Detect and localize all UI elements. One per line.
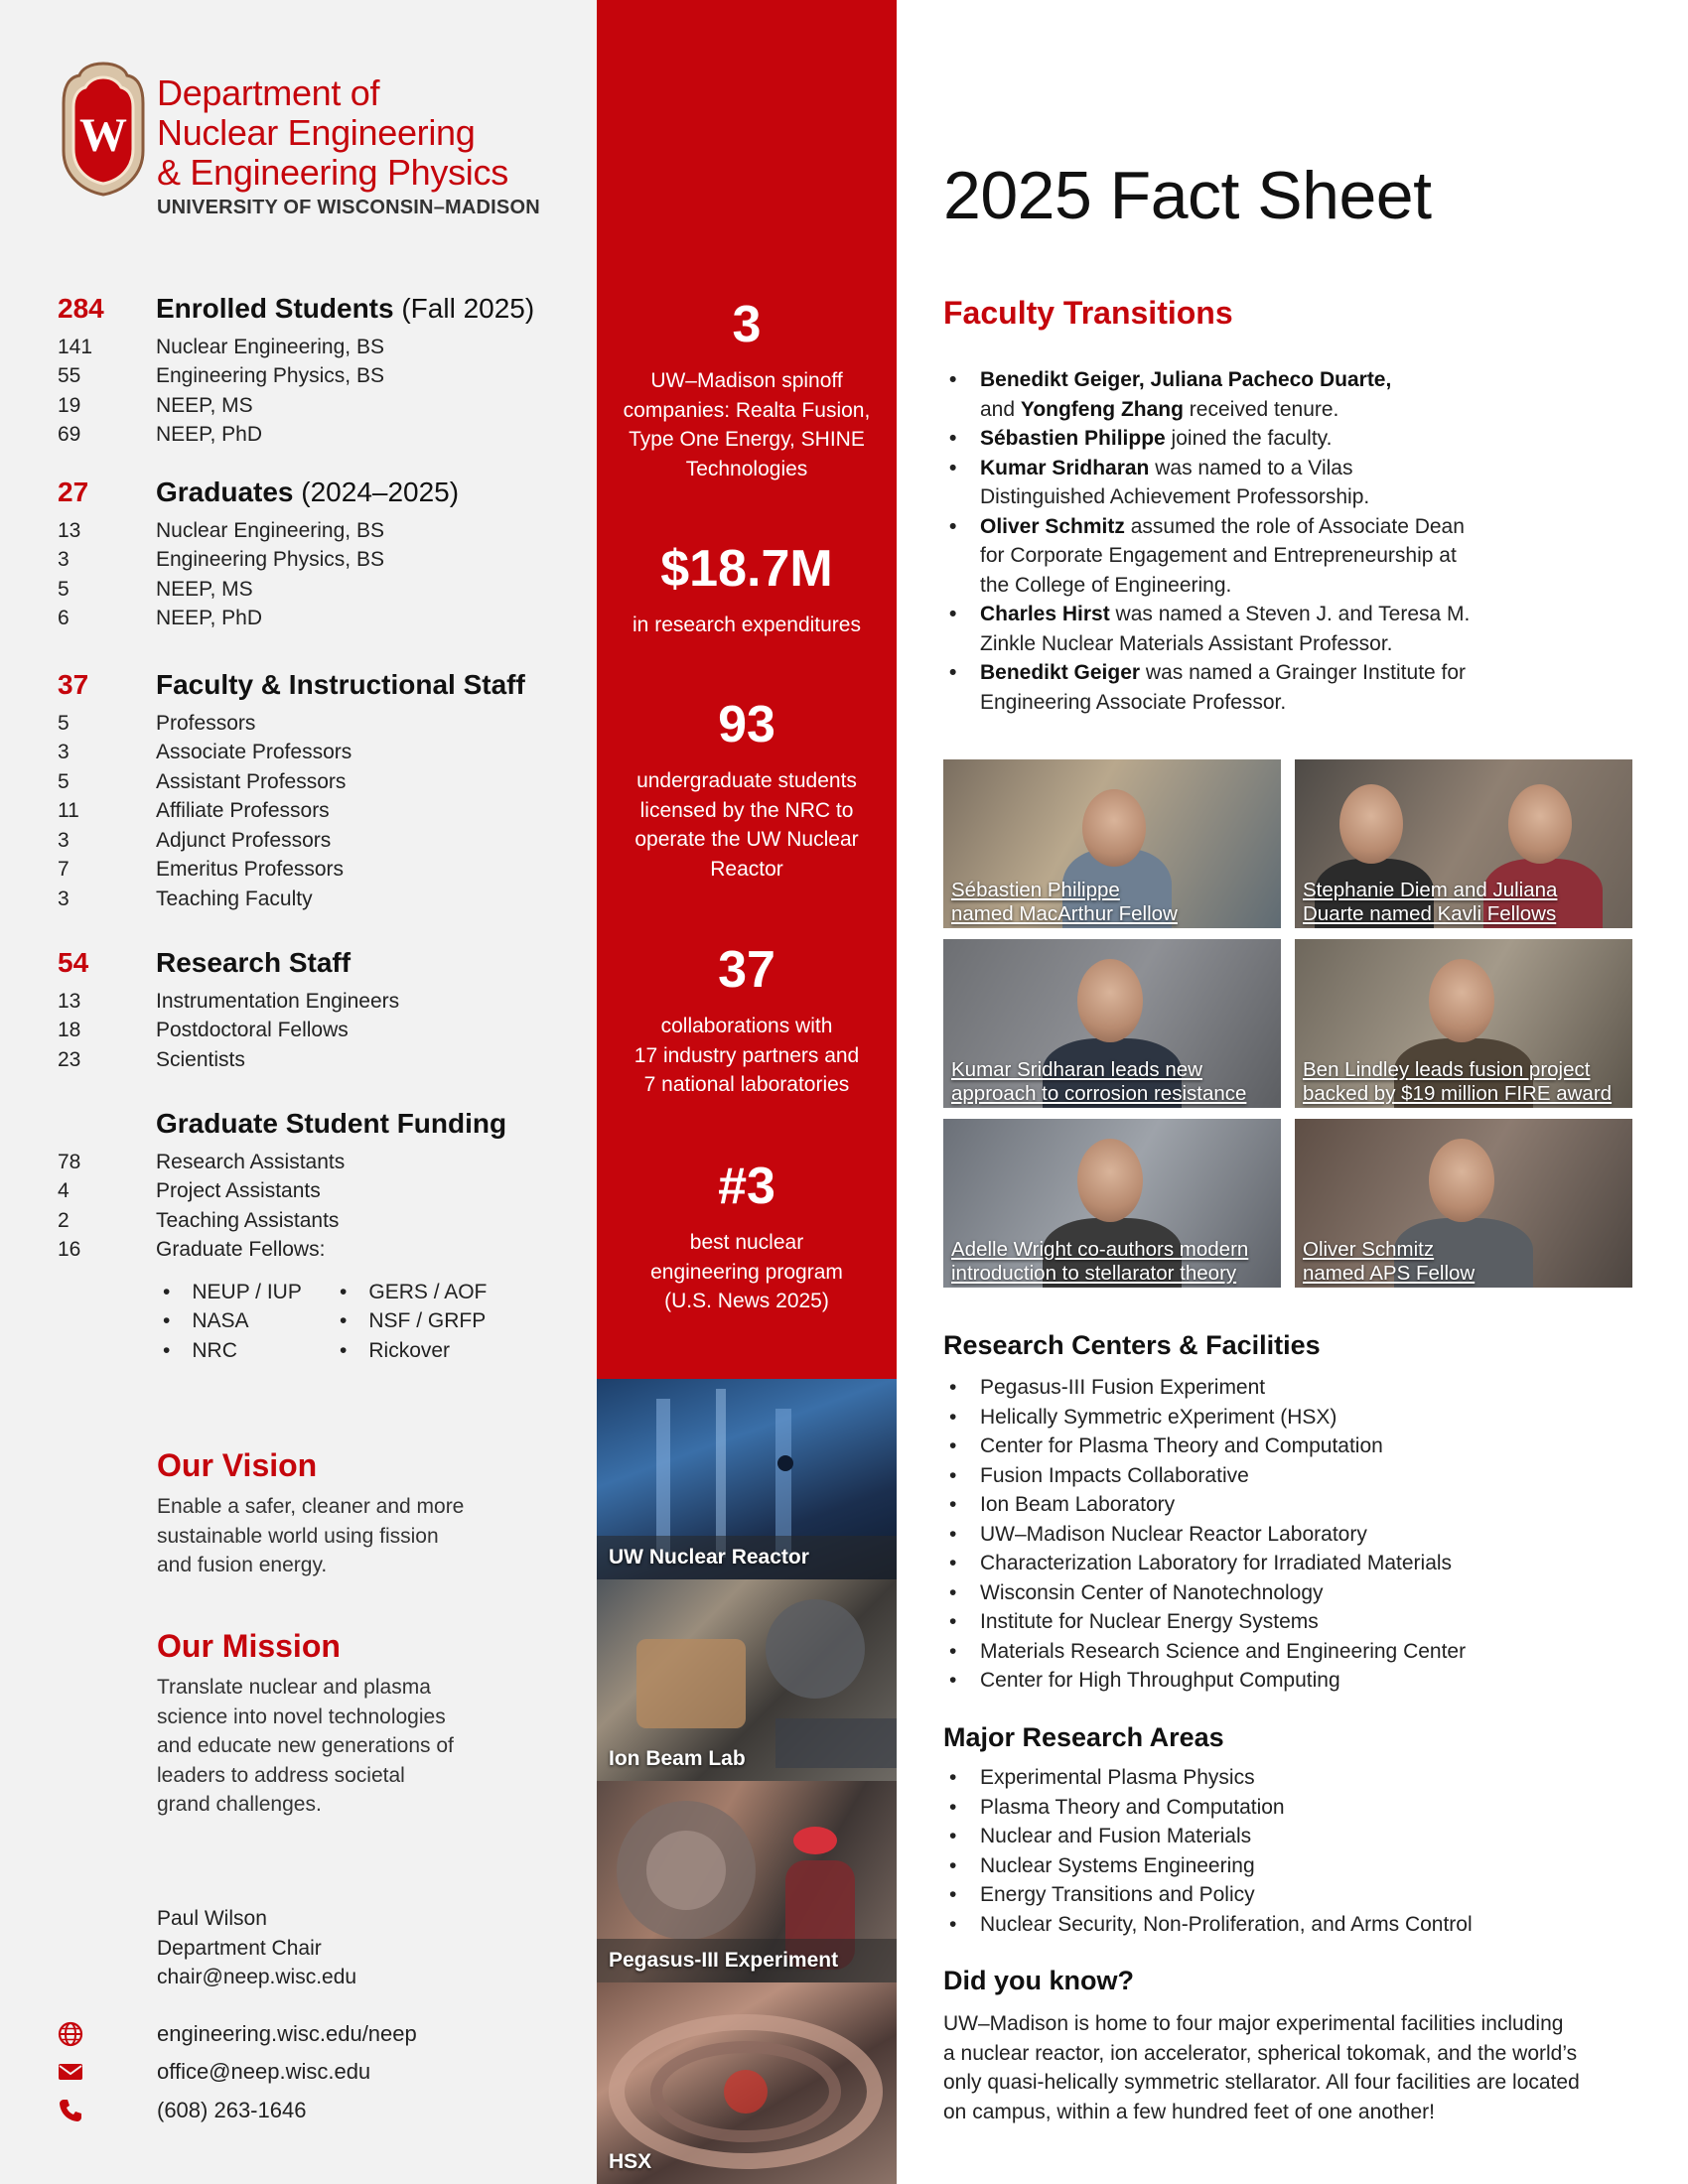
news-grid bbox=[943, 759, 1633, 1289]
list-item: • UW–Madison Nuclear Reactor Laboratory bbox=[943, 1520, 1638, 1550]
website-contact[interactable] bbox=[58, 2015, 554, 2053]
stat-description: undergraduate students licensed by the NRC to operate the UW Nuclear Reactor bbox=[634, 769, 859, 881]
research-areas-title: Major Research Areas bbox=[943, 1722, 1224, 1752]
table-row: 3 Adjunct Professors bbox=[58, 828, 332, 852]
left-column bbox=[0, 0, 597, 2184]
list-item: • NRC bbox=[157, 1336, 334, 1366]
faculty-total: 37 bbox=[58, 669, 89, 700]
table-row: 55 Engineering Physics, BS bbox=[58, 364, 384, 388]
stat-description: UW–Madison spinoff companies: Realta Fusion, Type One Energy, SHINE Technologies bbox=[623, 369, 871, 480]
news-caption[interactable]: Kumar Sridharan leads new approach to corrosion resistance bbox=[951, 1058, 1247, 1105]
uw-crest-icon bbox=[60, 60, 147, 197]
table-row: 6 NEEP, PhD bbox=[58, 607, 262, 630]
department-logo[interactable] bbox=[60, 60, 576, 218]
photo-caption: HSX bbox=[609, 2150, 652, 2173]
phone-icon bbox=[58, 2098, 83, 2123]
news-tile-diem-duarte[interactable] bbox=[1295, 759, 1632, 928]
table-row: 11 Affiliate Professors bbox=[58, 799, 330, 823]
funding-title: Graduate Student Funding bbox=[156, 1108, 507, 1139]
list-item: • Oliver Schmitz assumed the role of Associate Dean for Corporate Engagement and Entrepreneurship at the College of Engineering. bbox=[943, 512, 1479, 601]
phone-link[interactable]: (608) 263-1646 bbox=[157, 2098, 307, 2122]
chair-name: Paul Wilson bbox=[157, 1907, 267, 1930]
email-link[interactable]: office@neep.wisc.edu bbox=[157, 2059, 371, 2084]
collaborations-stat bbox=[597, 940, 897, 1100]
faculty-transitions-list bbox=[943, 365, 1479, 717]
ranking-stat bbox=[597, 1157, 897, 1316]
list-item: • Benedikt Geiger, Juliana Pacheco Duarte, and Yongfeng Zhang received tenure. bbox=[943, 365, 1479, 424]
list-item: • Rickover bbox=[334, 1336, 532, 1366]
photo-caption: UW Nuclear Reactor bbox=[609, 1546, 809, 1569]
news-tile-lindley[interactable] bbox=[1295, 939, 1632, 1108]
table-row: 16 Graduate Fellows: bbox=[58, 1238, 326, 1262]
table-row: 13 Nuclear Engineering, BS bbox=[58, 518, 384, 542]
vision-title: Our Vision bbox=[157, 1447, 318, 1483]
list-item: • Nuclear Security, Non-Proliferation, and Arms Control bbox=[943, 1910, 1638, 1940]
page-title: 2025 Fact Sheet bbox=[943, 158, 1432, 233]
list-item: • NASA bbox=[157, 1307, 334, 1337]
list-item: • Center for Plasma Theory and Computation bbox=[943, 1432, 1638, 1461]
graduates-title: Graduates (2024–2025) bbox=[156, 477, 460, 507]
table-row: 3 Associate Professors bbox=[58, 741, 352, 764]
list-item: • Experimental Plasma Physics bbox=[943, 1763, 1638, 1793]
table-row: 13 Instrumentation Engineers bbox=[58, 989, 400, 1013]
list-item: • Helically Symmetric eXperiment (HSX) bbox=[943, 1403, 1638, 1433]
stat-description: best nuclear engineering program (U.S. News 2025) bbox=[650, 1231, 843, 1312]
research-staff-title: Research Staff bbox=[156, 947, 352, 978]
list-item: • Kumar Sridharan was named to a Vilas Distinguished Achievement Professorship. bbox=[943, 454, 1479, 512]
envelope-icon bbox=[58, 2062, 83, 2082]
news-tile-schmitz[interactable] bbox=[1295, 1119, 1632, 1288]
department-name: Department of Nuclear Engineering & Engineering Physics bbox=[157, 72, 508, 193]
mission-title: Our Mission bbox=[157, 1628, 341, 1664]
table-row: 5 NEEP, MS bbox=[58, 577, 253, 601]
svg-text:W: W bbox=[79, 109, 127, 162]
research-centers-list bbox=[943, 1373, 1638, 1696]
phone-contact[interactable] bbox=[58, 2092, 554, 2129]
pegasus-photo bbox=[597, 1781, 897, 1982]
research-areas-list bbox=[943, 1763, 1638, 1939]
list-item: • Sébastien Philippe joined the faculty. bbox=[943, 424, 1479, 454]
funding-section bbox=[58, 1108, 574, 1265]
news-caption[interactable]: Stephanie Diem and Juliana Duarte named Kavli Fellows bbox=[1303, 879, 1558, 925]
news-tile-sridharan[interactable] bbox=[943, 939, 1281, 1108]
ion-beam-lab-photo bbox=[597, 1579, 897, 1781]
website-link[interactable]: engineering.wisc.edu/neep bbox=[157, 2021, 417, 2046]
list-item: • Plasma Theory and Computation bbox=[943, 1793, 1638, 1823]
faculty-transitions-title: Faculty Transitions bbox=[943, 295, 1233, 331]
faculty-title: Faculty & Instructional Staff bbox=[156, 669, 525, 700]
enrolled-total: 284 bbox=[58, 293, 104, 324]
hsx-photo bbox=[597, 1982, 897, 2184]
table-row: 18 Postdoctoral Fellows bbox=[58, 1019, 349, 1042]
spinoff-stat bbox=[597, 295, 897, 483]
news-caption[interactable]: Sébastien Philippe named MacArthur Fellow bbox=[951, 879, 1178, 925]
stat-value: 93 bbox=[718, 696, 775, 753]
list-item: • Characterization Laboratory for Irradiated Materials bbox=[943, 1549, 1638, 1578]
graduates-section bbox=[58, 477, 574, 633]
graduates-total: 27 bbox=[58, 477, 89, 507]
stat-value: $18.7M bbox=[660, 540, 833, 598]
news-caption[interactable]: Adelle Wright co-authors modern introduction to stellarator theory bbox=[951, 1238, 1249, 1285]
table-row: 23 Scientists bbox=[58, 1047, 245, 1071]
table-row: 5 Assistant Professors bbox=[58, 769, 347, 793]
news-tile-wright[interactable] bbox=[943, 1119, 1281, 1288]
table-row: 19 NEEP, MS bbox=[58, 393, 253, 417]
research-centers-title: Research Centers & Facilities bbox=[943, 1330, 1321, 1360]
enrolled-students-section bbox=[58, 293, 574, 450]
list-item: • Nuclear Systems Engineering bbox=[943, 1851, 1638, 1881]
stat-value: 37 bbox=[718, 941, 775, 999]
did-you-know-title: Did you know? bbox=[943, 1966, 1134, 1995]
list-item: • GERS / AOF bbox=[334, 1278, 532, 1307]
table-row: 78 Research Assistants bbox=[58, 1150, 346, 1173]
table-row: 4 Project Assistants bbox=[58, 1179, 321, 1203]
news-caption[interactable]: Ben Lindley leads fusion project backed by $19 million FIRE award bbox=[1303, 1058, 1613, 1105]
list-item: • NSF / GRFP bbox=[334, 1307, 532, 1337]
stats-column bbox=[597, 0, 897, 2184]
table-row: 3 Teaching Faculty bbox=[58, 887, 313, 910]
list-item: • Nuclear and Fusion Materials bbox=[943, 1822, 1638, 1851]
news-tile-philippe[interactable] bbox=[943, 759, 1281, 928]
list-item: • Ion Beam Laboratory bbox=[943, 1490, 1638, 1520]
mission-text: Translate nuclear and plasma science into novel technologies and educate new generations of leaders to address societal grand challenges. bbox=[157, 1676, 454, 1816]
list-item: • Wisconsin Center of Nanotechnology bbox=[943, 1578, 1638, 1608]
right-column bbox=[897, 0, 1688, 2184]
research-expenditure-stat bbox=[597, 539, 897, 640]
table-row: 2 Teaching Assistants bbox=[58, 1208, 340, 1232]
list-item: • Materials Research Science and Engineering Center bbox=[943, 1637, 1638, 1667]
mission-section bbox=[157, 1628, 534, 1820]
list-item: • Benedikt Geiger was named a Grainger Institute for Engineering Associate Professor. bbox=[943, 658, 1479, 717]
list-item: • Fusion Impacts Collaborative bbox=[943, 1461, 1638, 1491]
vision-section bbox=[157, 1447, 534, 1580]
stat-value: #3 bbox=[718, 1158, 775, 1215]
licensed-students-stat bbox=[597, 695, 897, 884]
chair-info bbox=[157, 1904, 356, 1992]
list-item: • Institute for Nuclear Energy Systems bbox=[943, 1607, 1638, 1637]
list-item: • Center for High Throughput Computing bbox=[943, 1666, 1638, 1696]
chair-email-link[interactable]: chair@neep.wisc.edu bbox=[157, 1966, 357, 1988]
table-row: 141 Nuclear Engineering, BS bbox=[58, 335, 384, 358]
research-staff-section bbox=[58, 947, 574, 1075]
faculty-section bbox=[58, 669, 574, 914]
email-contact[interactable] bbox=[58, 2053, 554, 2091]
news-caption[interactable]: Oliver Schmitz named APS Fellow bbox=[1303, 1238, 1476, 1285]
list-item: • NEUP / IUP bbox=[157, 1278, 334, 1307]
table-row: 7 Emeritus Professors bbox=[58, 858, 345, 882]
stat-description: collaborations with 17 industry partners and 7 national laboratories bbox=[633, 1015, 860, 1096]
nuclear-reactor-photo bbox=[597, 1379, 897, 1579]
university-name: UNIVERSITY OF WISCONSIN–MADISON bbox=[157, 197, 540, 218]
photo-caption: Ion Beam Lab bbox=[609, 1747, 746, 1770]
list-item: • Charles Hirst was named a Steven J. and Teresa M. Zinkle Nuclear Materials Assistant Professor. bbox=[943, 600, 1479, 658]
stat-description: in research expenditures bbox=[633, 614, 861, 636]
stat-value: 3 bbox=[732, 296, 762, 353]
enrolled-title: Enrolled Students (Fall 2025) bbox=[156, 293, 535, 324]
fellows-list bbox=[157, 1278, 554, 1366]
table-row: 69 NEEP, PhD bbox=[58, 423, 262, 447]
chair-role: Department Chair bbox=[157, 1936, 322, 1960]
photo-caption: Pegasus-III Experiment bbox=[609, 1949, 839, 1972]
table-row: 3 Engineering Physics, BS bbox=[58, 548, 384, 572]
list-item: • Energy Transitions and Policy bbox=[943, 1880, 1638, 1910]
globe-icon bbox=[58, 2021, 83, 2047]
table-row: 5 Professors bbox=[58, 711, 256, 735]
research-staff-total: 54 bbox=[58, 947, 89, 978]
vision-text: Enable a safer, cleaner and more sustainable world using fission and fusion energy. bbox=[157, 1495, 465, 1576]
did-you-know-text: UW–Madison is home to four major experimental facilities including a nuclear reactor, ion accelerator, spherical tokomak, and the world’s only quasi-helically symmetric stellarator. All four facilities are located on campus, within a few hundred feet of one another! bbox=[943, 2012, 1580, 2123]
list-item: • Pegasus-III Fusion Experiment bbox=[943, 1373, 1638, 1403]
